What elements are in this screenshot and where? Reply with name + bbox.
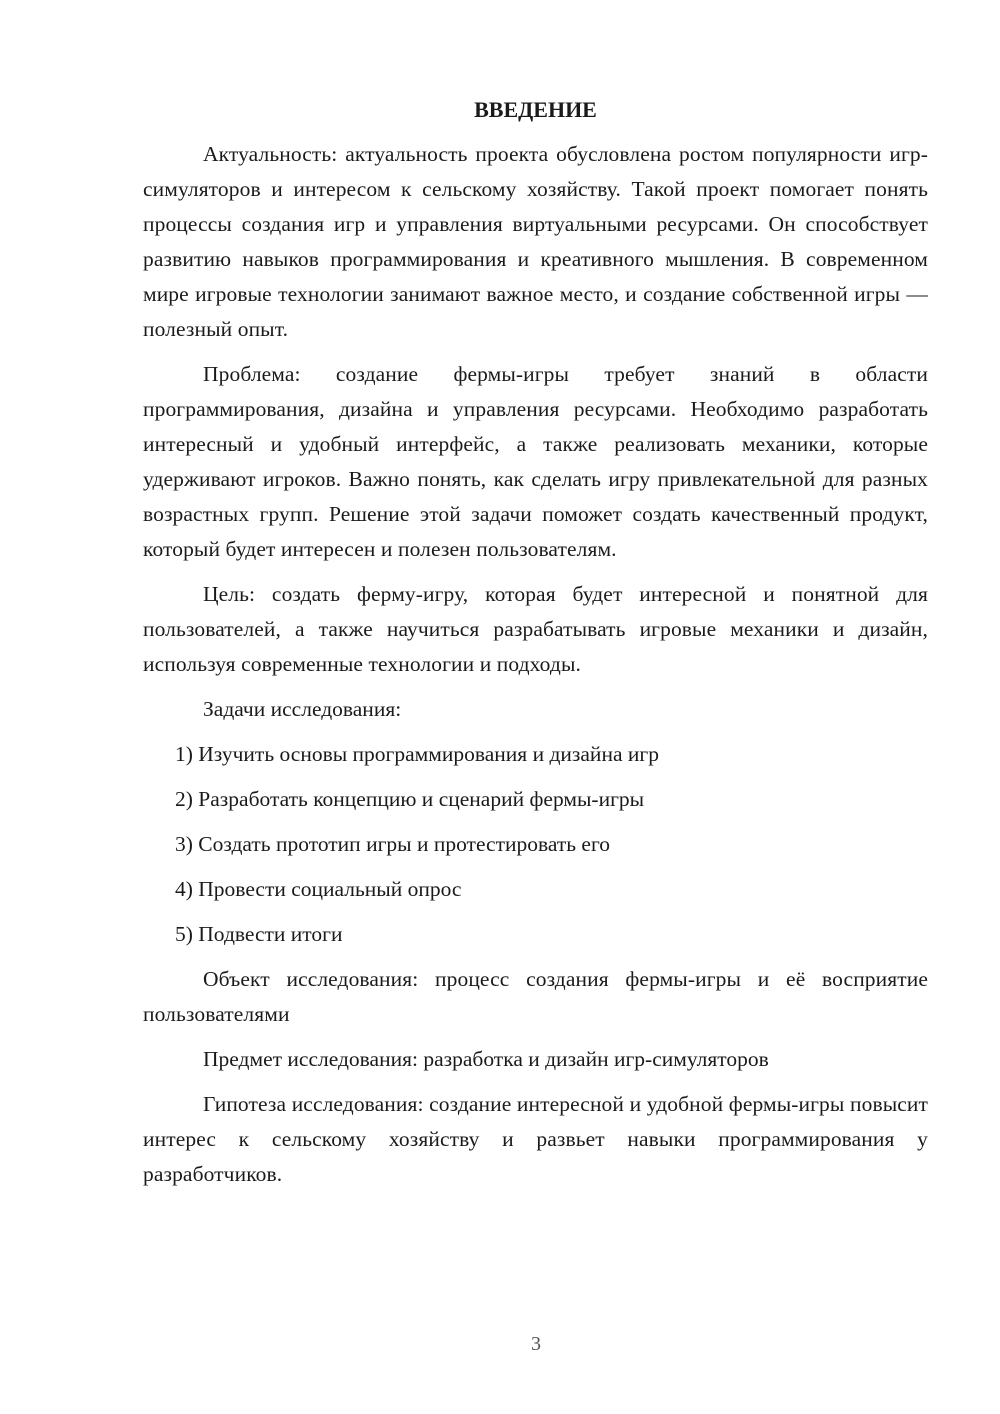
document-page xyxy=(143,95,928,1202)
task-item: 2) Разработать концепцию и сценарий фермы-игры xyxy=(175,787,645,811)
page-number: 3 xyxy=(531,1333,541,1355)
problem-paragraph: Проблема: создание фермы-игры требует знаний в области программирования, дизайна и управления ресурсами. Необходимо разработать интересный и удобный интерфейс, а также реализовать механики, которые удерживают игроков. Важно понять, как сделать игру привлекательной для разных возрастных групп. Решение этой задачи поможет создать качественный продукт, который будет интересен и полезен пользователям. xyxy=(143,362,928,561)
task-item: 3) Создать прототип игры и протестировать его xyxy=(175,832,610,856)
page-title: ВВЕДЕНИЕ xyxy=(474,97,597,122)
object-paragraph: Объект исследования: процесс создания фермы-игры и её восприятие пользователями xyxy=(143,967,928,1026)
subject-paragraph: Предмет исследования: разработка и дизайн игр-симуляторов xyxy=(203,1047,769,1071)
tasks-heading: Задачи исследования: xyxy=(203,697,402,721)
goal-paragraph: Цель: создать ферму-игру, которая будет интересной и понятной для пользователей, а также научиться разрабатывать игровые механики и дизайн, используя современные технологии и подходы. xyxy=(143,582,928,676)
task-item: 4) Провести социальный опрос xyxy=(175,877,462,901)
task-item: 1) Изучить основы программирования и дизайна игр xyxy=(175,742,659,766)
task-item: 5) Подвести итоги xyxy=(175,922,343,946)
tasks-list xyxy=(143,737,928,952)
hypothesis-paragraph: Гипотеза исследования: создание интересной и удобной фермы-игры повысит интерес к сельскому хозяйству и развьет навыки программирования у разработчиков. xyxy=(143,1092,928,1186)
relevance-paragraph: Актуальность: актуальность проекта обусловлена ростом популярности игр-симуляторов и интересом к сельскому хозяйству. Такой проект помогает понять процессы создания игр и управления виртуальными ресурсами. Он способствует развитию навыков программирования и креативного мышления. В современном мире игровые технологии занимают важное место, и создание собственной игры — полезный опыт. xyxy=(143,142,928,341)
